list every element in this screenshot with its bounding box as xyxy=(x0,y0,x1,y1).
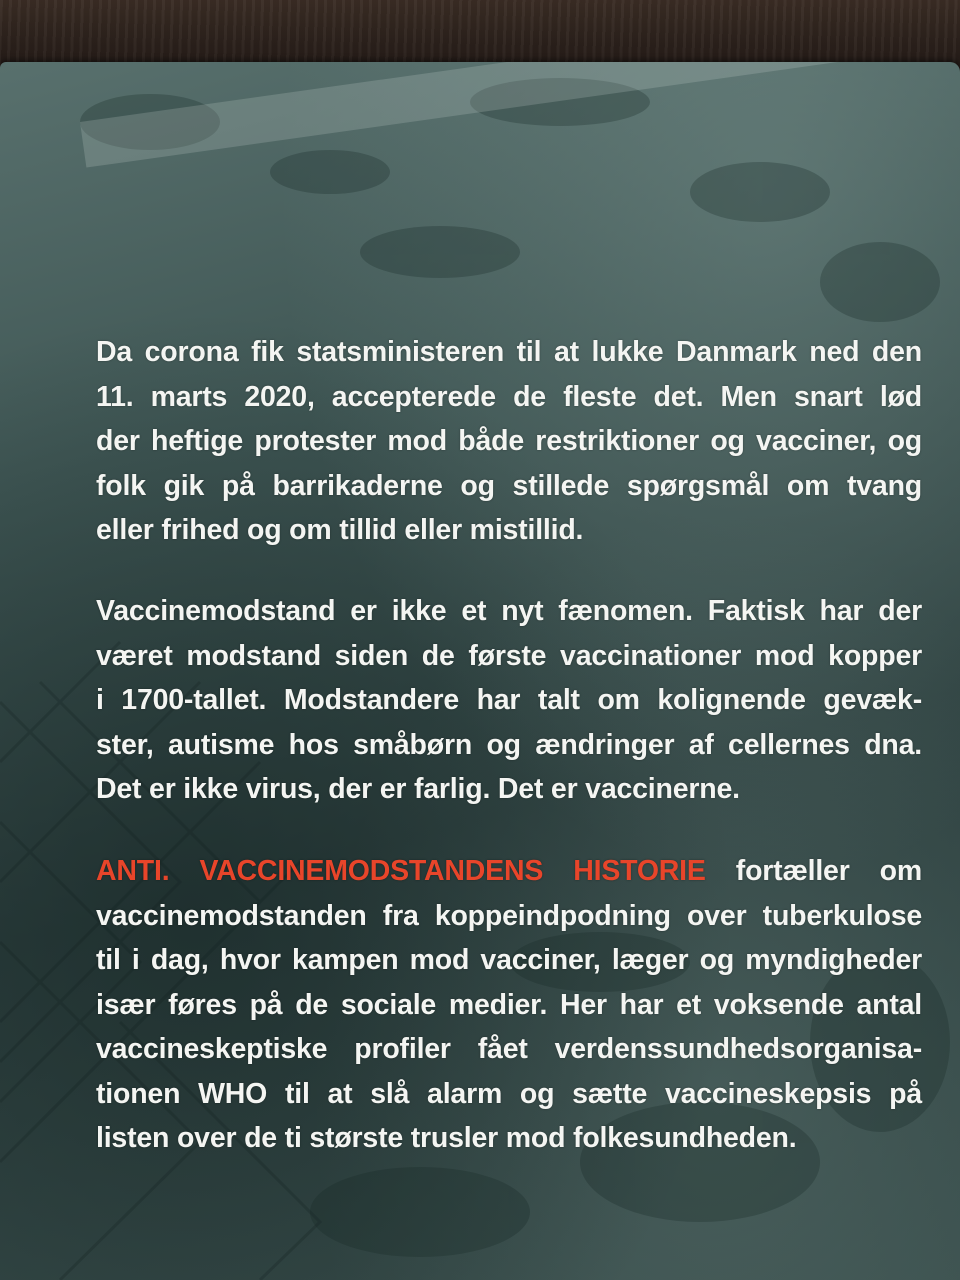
paragraph-line: eller frihed og om tillid eller mistillid. xyxy=(96,514,584,546)
intro-paragraph xyxy=(96,330,922,553)
paragraph-line: især føres på de sociale medier. Her har et voksende antal xyxy=(96,988,922,1021)
paragraph-line: i 1700-tallet. Modstandere har talt om kolignende gevæk- xyxy=(96,684,922,716)
paragraph-line: været modstand siden de første vaccinationer mod kopper xyxy=(96,639,922,672)
paragraph-line: der heftige protester mod både restriktioner og vacciner, og xyxy=(96,425,922,457)
book-back-cover xyxy=(0,62,960,1280)
paragraph-line: Det er ikke virus, der er farlig. Det er vaccinerne. xyxy=(96,773,740,805)
book-summary-paragraph xyxy=(96,849,922,1161)
paragraph-line: Da corona fik statsministeren til at lukke Danmark ned den xyxy=(96,336,922,368)
paragraph-line: Vaccinemodstand er ikke et nyt fænomen. Faktisk har der xyxy=(96,595,922,627)
history-paragraph xyxy=(96,589,922,812)
title-line-continuation: fortæller om xyxy=(705,855,923,887)
paragraph-line: vaccinemodstanden fra koppeindpodning over tuberkulose xyxy=(96,899,922,932)
book-title-highlight: ANTI. VACCINEMODSTANDENS HISTORIE xyxy=(96,855,706,887)
paragraph-line xyxy=(96,849,922,894)
paragraph-line: til i dag, hvor kampen mod vacciner, læger og myndigheder xyxy=(96,944,922,976)
paragraph-line: listen over de ti største trusler mod folkesundheden. xyxy=(96,1122,797,1154)
paragraph-line: tionen WHO til at slå alarm og sætte vaccineskepsis på xyxy=(96,1077,922,1110)
paragraph-line: ster, autisme hos småbørn og ændringer af cellernes dna. xyxy=(96,728,922,761)
paragraph-line: folk gik på barrikaderne og stillede spørgsmål om tvang xyxy=(96,469,922,502)
paragraph-line: vaccineskeptiske profiler fået verdenssundhedsorganisa- xyxy=(96,1033,922,1065)
paragraph-line: 11. marts 2020, accepterede de fleste det. Men snart lød xyxy=(96,380,922,413)
